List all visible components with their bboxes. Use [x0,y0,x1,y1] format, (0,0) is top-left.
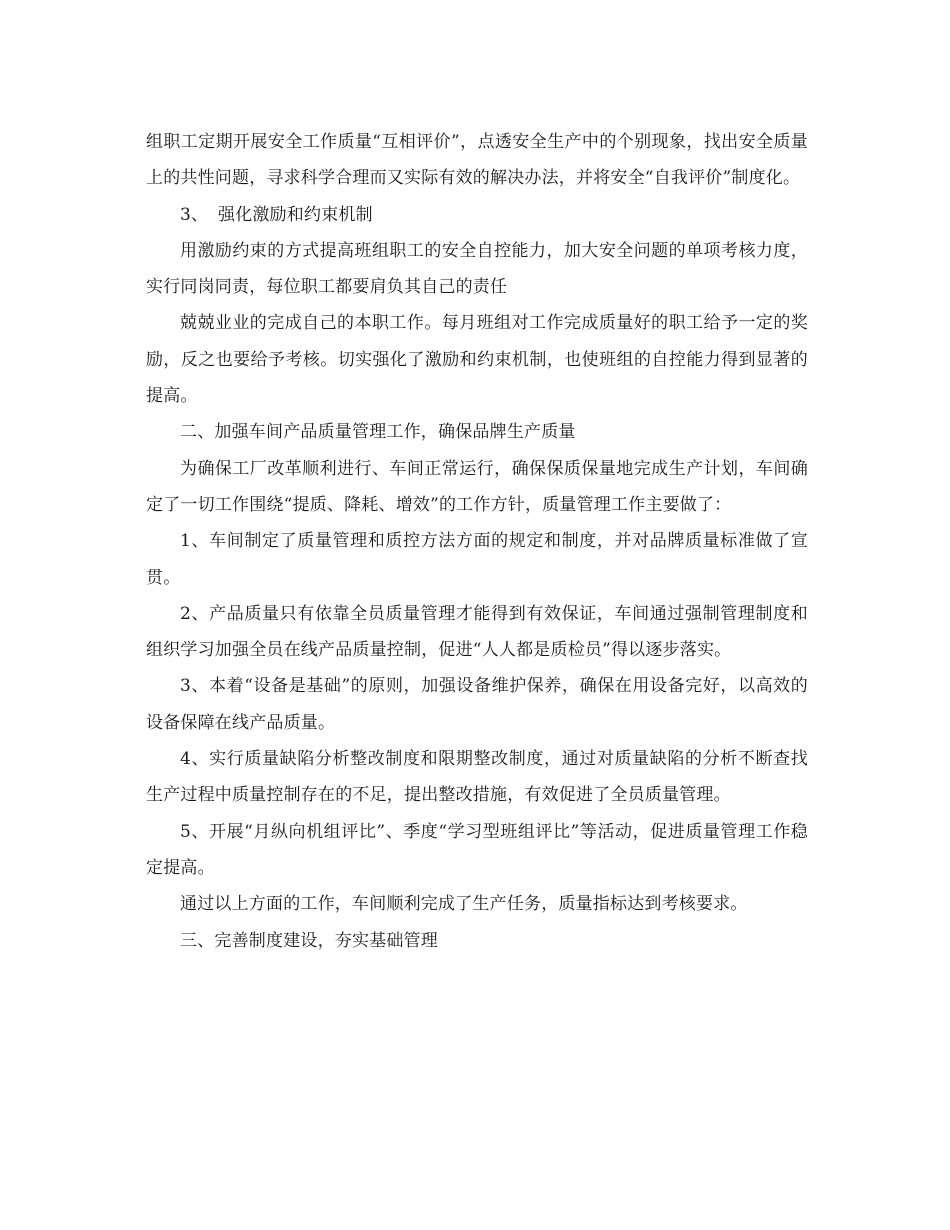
list-item-5: 5、开展“月纵向机组评比”、季度“学习型班组评比”等活动，促进质量管理工作稳定提高。 [146,821,808,878]
list-item-2: 2、产品质量只有依靠全员质量管理才能得到有效保证，车间通过强制管理制度和组织学习加强全员在线产品质量控制，促进“人人都是质检员”得以逐步落实。 [146,603,808,661]
paragraph-3: 兢兢业业的完成自己的本职工作。每月班组对工作完成质量好的职工给予一定的奖励，反之也要给予考核。切实强化了激励和约束机制，也使班组的自控能力得到显著的提高。 [146,313,808,407]
list-item-4: 4、实行质量缺陷分析整改制度和限期整改制度，通过对质量缺陷的分析不断查找生产过程中质量控制存在的不足，提出整改措施，有效促进了全员质量管理。 [146,749,808,806]
paragraph-4: 为确保工厂改革顺利进行、车间正常运行，确保保质保量地完成生产计划，车间确定了一切工作围绕“提质、降耗、增效”的工作方针，质量管理工作主要做了： [146,458,808,515]
summary-paragraph: 通过以上方面的工作，车间顺利完成了生产任务，质量指标达到考核要求。 [180,894,748,915]
document-body [146,124,808,959]
list-item-3: 3、本着“设备是基础”的原则，加强设备维护保养，确保在用设备完好，以高效的设备保障在线产品质量。 [146,676,808,733]
heading-text: 强化激励和约束机制 [218,204,373,225]
list-item-1: 1、车间制定了质量管理和质控方法方面的规定和制度，并对品牌质量标准做了宣贯。 [146,531,808,588]
heading-number: 3、 [180,204,209,225]
paragraph-2: 用激励约束的方式提高班组职工的安全自控能力，加大安全问题的单项考核力度，实行同岗同责，每位职工都要肩负其自己的责任 [146,240,808,298]
paragraph-1: 组职工定期开展安全工作质量“互相评价”，点透安全生产中的个别现象，找出安全质量上的共性问题，寻求科学合理而又实际有效的解决办法，并将安全“自我评价”制度化。 [146,132,808,189]
section-heading-3-title: 三、完善制度建设，夯实基础管理 [180,930,438,951]
section-heading-2: 二、加强车间产品质量管理工作，确保品牌生产质量 [180,422,576,443]
section-heading-3 [146,197,808,233]
